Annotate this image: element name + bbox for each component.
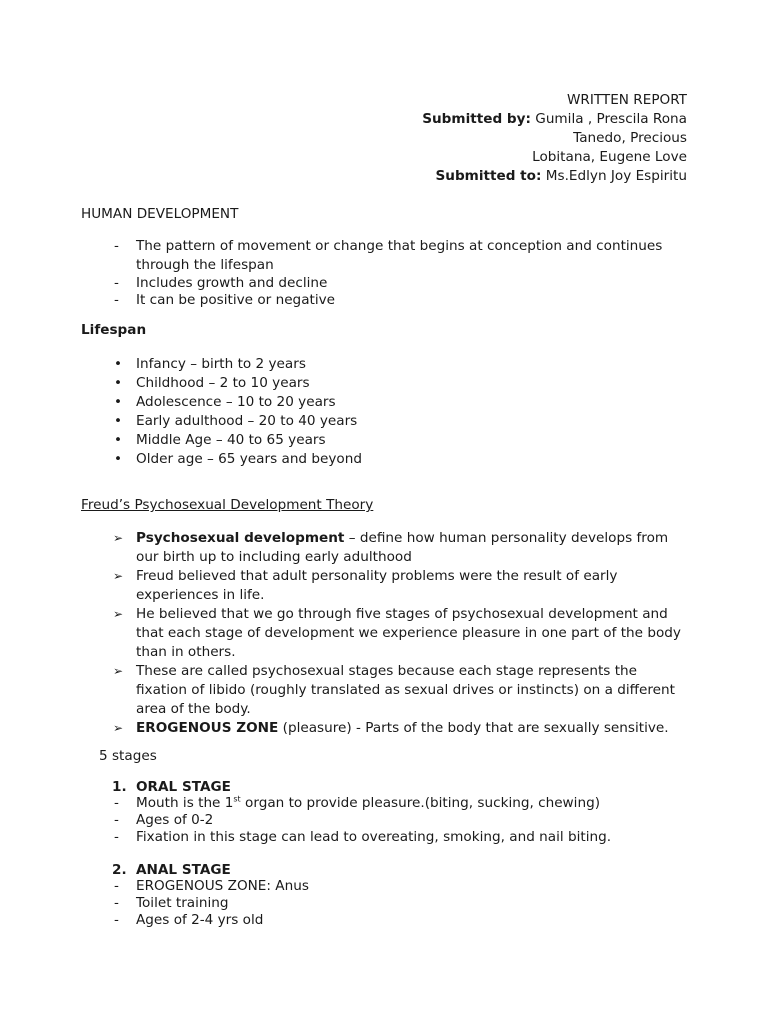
human-development-heading: HUMAN DEVELOPMENT [81, 206, 239, 222]
list-item: 1. ORAL STAGE [112, 779, 231, 795]
list-item: - Ages of 0-2 [114, 812, 214, 828]
list-item: • Older age – 65 years and beyond [114, 451, 362, 467]
submitted-to-name: Ms.Edlyn Joy Espiritu [545, 168, 687, 184]
list-item: - It can be positive or negative [114, 292, 336, 308]
list-item: • Middle Age – 40 to 65 years [114, 432, 326, 448]
list-item: ➢ EROGENOUS ZONE (pleasure) - Parts of the body that are sexually sensitive. [113, 720, 669, 736]
list-item: • Adolescence – 10 to 20 years [114, 394, 336, 410]
list-item: - Toilet training [114, 895, 229, 911]
submitted-by-name-1: Gumila , Prescila Rona [535, 111, 687, 127]
freud-list [81, 529, 689, 738]
oral-stage-list [81, 795, 701, 846]
list-item: ➢ Psychosexual development – define how human personality develops from our birth up to including early adulthood [113, 530, 669, 565]
list-item: - Ages of 2-4 yrs old [114, 912, 264, 928]
submitted-by-label: Submitted by: [422, 111, 531, 127]
list-item: • Childhood – 2 to 10 years [114, 375, 310, 391]
lifespan-list [81, 355, 681, 469]
list-item: - Fixation in this stage can lead to overeating, smoking, and nail biting. [114, 829, 612, 845]
anal-stage-list [81, 878, 701, 929]
submitted-by-name-2: Tanedo, Precious [573, 130, 687, 146]
list-item: - The pattern of movement or change that begins at conception and continues through the lifespan [114, 238, 663, 273]
stages-intro: 5 stages [99, 748, 157, 764]
lifespan-heading: Lifespan [81, 322, 147, 338]
submitted-by-name-3: Lobitana, Eugene Love [532, 149, 687, 165]
list-item: - EROGENOUS ZONE: Anus [114, 878, 309, 894]
list-item: ➢ Freud believed that adult personality problems were the result of early experiences in life. [113, 568, 618, 603]
submitted-to-line [422, 167, 687, 186]
list-item: • Infancy – birth to 2 years [114, 356, 306, 372]
list-item: - Includes growth and decline [114, 275, 328, 291]
list-item: ➢ He believed that we go through five stages of psychosexual development and that each stage of development we experience pleasure in one part of the body than in others. [113, 606, 681, 660]
list-item: • Early adulthood – 20 to 40 years [114, 413, 358, 429]
list-item: 2. ANAL STAGE [112, 862, 231, 878]
human-development-list [81, 237, 701, 309]
submitted-by-line [422, 110, 687, 129]
report-title: WRITTEN REPORT [566, 92, 687, 108]
report-header [422, 91, 687, 186]
list-item: - Mouth is the 1st organ to provide pleasure.(biting, sucking, chewing) [114, 794, 601, 811]
submitted-to-label: Submitted to: [435, 168, 542, 184]
list-item: ➢ These are called psychosexual stages because each stage represents the fixation of libido (roughly translated as sexual drives or instincts) on a different area of the body. [113, 663, 675, 717]
freud-heading: Freud’s Psychosexual Development Theory [81, 497, 374, 513]
